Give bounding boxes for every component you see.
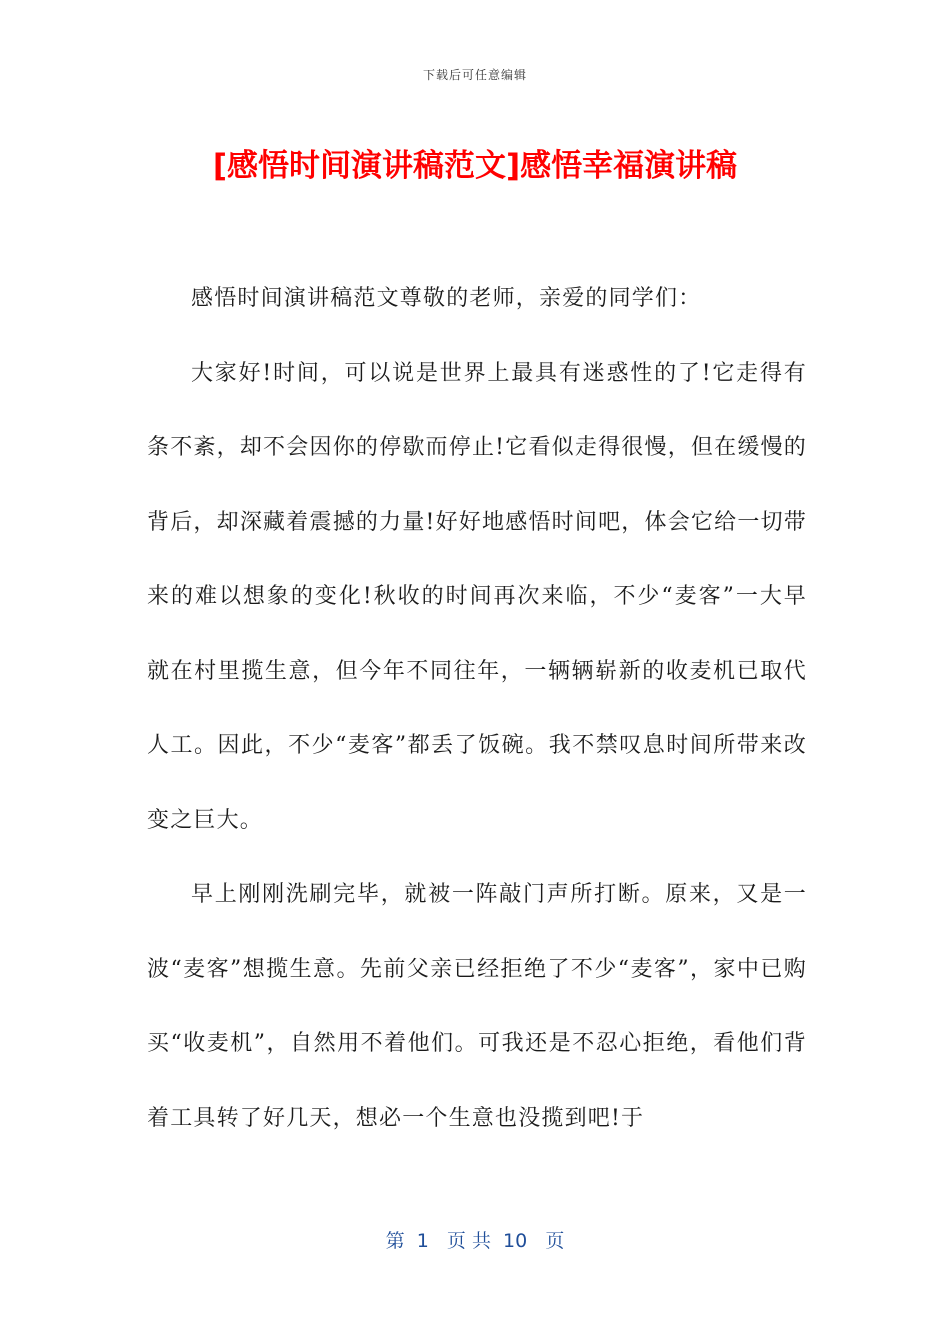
document-body — [147, 262, 807, 1156]
page-header-note: 下载后可任意编辑 — [422, 68, 527, 82]
paragraph-body-1: 大家好!时间，可以说是世界上最具有迷惑性的了!它走得有条不紊，却不会因你的停歇而停止!它看似走得很慢，但在缓慢的背后，却深藏着震撼的力量!好好地感悟时间吧，体会它给一切带来的难以想象的变化!秋收的时间再次来临，不少“麦客”一大早就在村里揽生意，但今年不同往年，一辆辆崭新的收麦机已取代人工。因此，不少“麦客”都丢了饭碗。我不禁叹息时间所带来改变之巨大。 — [147, 360, 807, 833]
page-number-footer: 第 1 页 共 10 页 — [385, 1230, 565, 1252]
document-title: [感悟时间演讲稿范文]感悟幸福演讲稿 — [212, 148, 738, 184]
paragraph-salutation: 感悟时间演讲稿范文尊敬的老师，亲爱的同学们： — [191, 286, 702, 311]
paragraph-body-2: 早上刚刚洗刷完毕，就被一阵敲门声所打断。原来，又是一波“麦客”想揽生意。先前父亲已经拒绝了不少“麦客”，家中已购买“收麦机”，自然用不着他们。可我还是不忍心拒绝，看他们背着工具转了好几天，想必一个生意也没揽到吧!于 — [147, 882, 807, 1131]
